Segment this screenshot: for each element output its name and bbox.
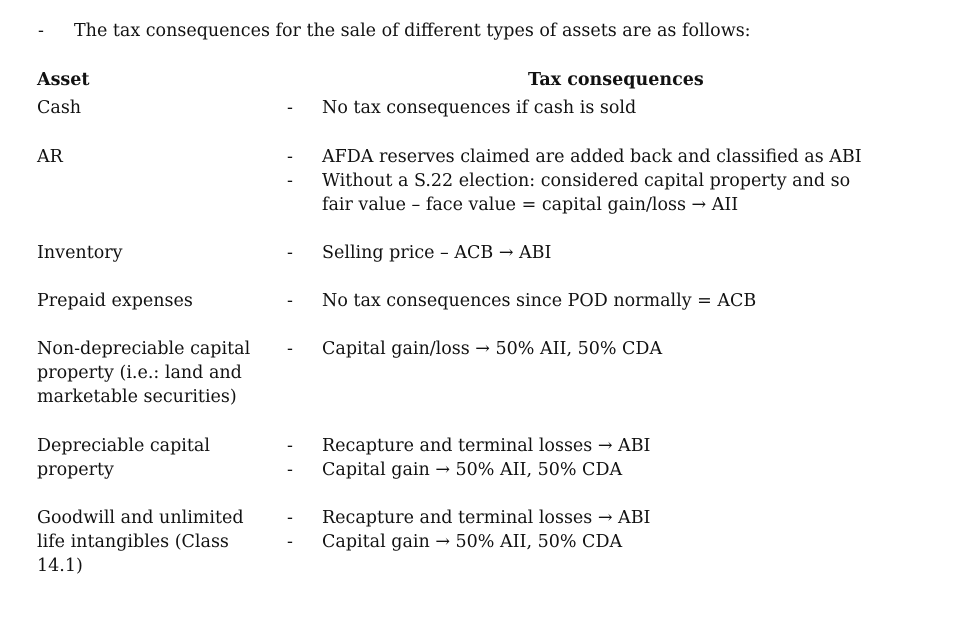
consequence-item <box>287 458 927 482</box>
consequences-cell <box>287 145 867 217</box>
intro-dash: - <box>38 21 44 41</box>
consequence-text: Capital gain/loss → 50% AII, 50% CDA <box>322 339 663 359</box>
consequence-text: No tax consequences if cash is sold <box>322 98 637 118</box>
consequence-text: AFDA reserves claimed are added back and classified as ABI <box>322 147 862 167</box>
bullet-dash: - <box>287 291 293 311</box>
bullet-dash: - <box>287 508 293 528</box>
asset-cell: Depreciable capital property <box>37 436 210 480</box>
consequence-text: Without a S.22 election: considered capital property and so fair value – face value = capital gain/loss → AII <box>322 171 851 215</box>
asset-cell: Prepaid expenses <box>37 291 193 311</box>
consequence-text: Recapture and terminal losses → ABI <box>322 436 651 456</box>
consequence-item <box>287 96 927 120</box>
consequences-cell <box>287 289 927 313</box>
bullet-dash: - <box>287 460 293 480</box>
consequence-text: Recapture and terminal losses → ABI <box>322 508 651 528</box>
asset-cell: Non-depreciable capital property (i.e.: land and marketable securities) <box>37 339 251 407</box>
consequence-text: Selling price – ACB → ABI <box>322 243 552 263</box>
bullet-dash: - <box>287 532 293 552</box>
consequence-item <box>287 530 927 554</box>
bullet-dash: - <box>287 147 293 167</box>
consequence-item <box>287 337 927 361</box>
consequences-cell <box>287 434 927 482</box>
consequence-item <box>287 169 867 217</box>
asset-cell: AR <box>37 147 63 167</box>
consequences-cell <box>287 337 927 361</box>
asset-cell: Cash <box>37 98 82 118</box>
intro-text: The tax consequences for the sale of different types of assets are as follows: <box>74 21 751 41</box>
consequence-item <box>287 145 867 169</box>
bullet-dash: - <box>287 171 293 191</box>
bullet-dash: - <box>287 98 293 118</box>
bullet-dash: - <box>287 339 293 359</box>
asset-cell: Inventory <box>37 243 123 263</box>
consequence-item <box>287 241 927 265</box>
asset-column-header: Asset <box>37 70 90 90</box>
consequences-cell <box>287 506 927 554</box>
consequences-cell <box>287 96 927 120</box>
asset-cell: Goodwill and unlimited life intangibles (Class 14.1) <box>37 508 244 576</box>
bullet-dash: - <box>287 436 293 456</box>
consequence-item <box>287 506 927 530</box>
tax-consequences-column-header: Tax consequences <box>528 70 704 90</box>
consequence-text: Capital gain → 50% AII, 50% CDA <box>322 460 623 480</box>
consequences-cell <box>287 241 927 265</box>
consequence-text: Capital gain → 50% AII, 50% CDA <box>322 532 623 552</box>
bullet-dash: - <box>287 243 293 263</box>
consequence-item <box>287 289 927 313</box>
consequence-item <box>287 434 927 458</box>
consequence-text: No tax consequences since POD normally = ACB <box>322 291 757 311</box>
